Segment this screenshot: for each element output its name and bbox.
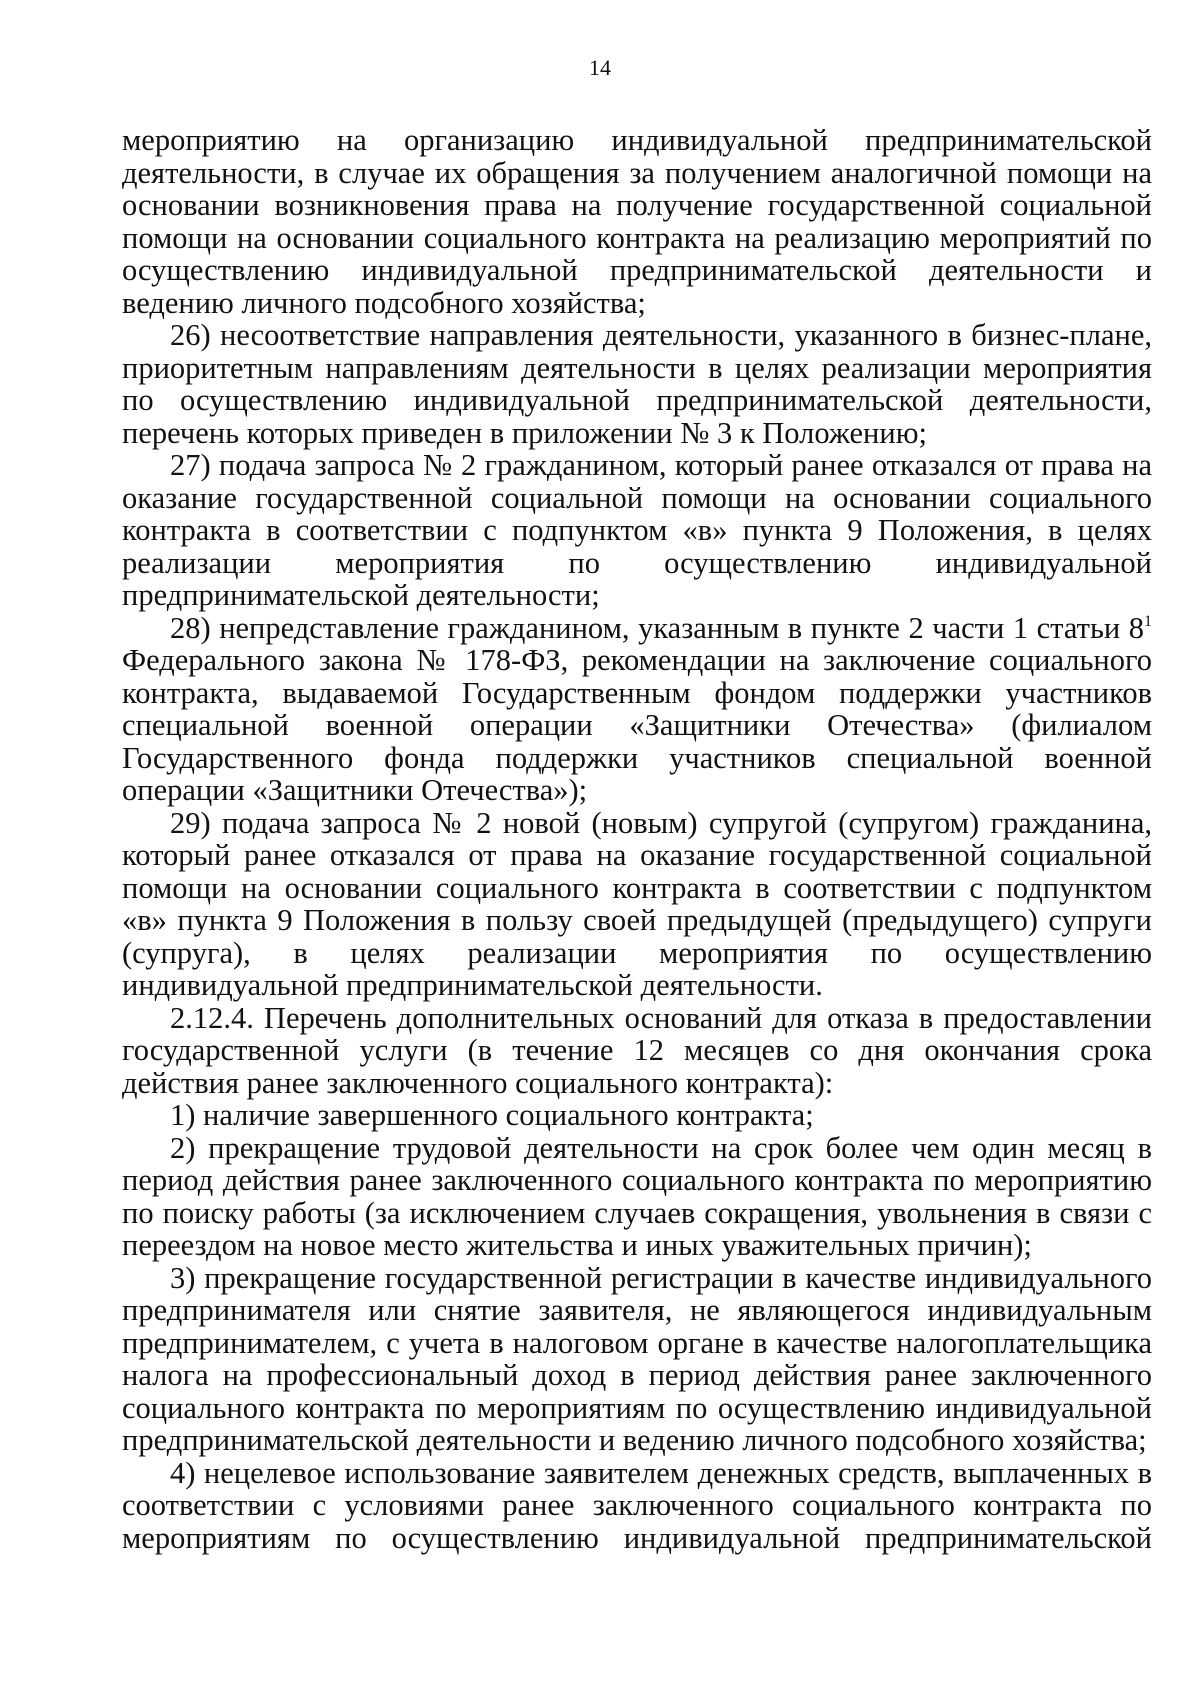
paragraph-item-27: 27) подача запроса № 2 гражданином, который ранее отказался от права на оказание государственной социальной помощи на основании социального контракта в соответствии с подпунктом «в» пункта 9 Положения, в целях реализации мероприятия по осуществлению индивидуальной предпринимательской деятельности; — [122, 448, 1152, 612]
list-item-4: 4) нецелевое использование заявителем денежных средств, выплаченных в соответствии с условиями ранее заключенного социального контракта по мероприятиям по осуществлению индивидуальной предпринимательской — [122, 1455, 1152, 1555]
paragraph-continuation: мероприятию на организацию индивидуальной предпринимательской деятельности, в случае их обращения за получением аналогичной помощи на основании возникновения права на получение государственной социальной помощи на основании социального контракта на реализацию мероприятий по осуществлению индивидуальной предпринимательской деятельности и ведению личного подсобного хозяйства; — [122, 123, 1152, 320]
section-2-12-4: 2.12.4. Перечень дополнительных оснований для отказа в предоставлении государственной услуги (в течение 12 месяцев со дня окончания срока действия ранее заключенного социального контракта): — [122, 1000, 1152, 1100]
paragraph-item-28-text-after: Федерального закона № 178-ФЗ, рекомендации на заключение социального контракта, выдаваемой Государственным фондом поддержки участников специальной военной операции «Защитники Отечества» (филиалом Государственного фонда поддержки участников специальной военной операции «Защитники Отечества»); — [122, 643, 1152, 807]
page-number: 14 — [589, 55, 611, 80]
article-superscript: 1 — [1144, 612, 1152, 630]
paragraph-item-28 — [122, 612, 1152, 807]
list-item-1: 1) наличие завершенного социального контракта; — [170, 1098, 814, 1132]
paragraph-item-28-text-before: 28) непредставление гражданином, указанным в пункте 2 части 1 статьи 8 — [170, 610, 1144, 645]
paragraph-item-26: 26) несоответствие направления деятельности, указанного в бизнес-плане, приоритетным направлениям деятельности в целях реализации мероприятия по осуществлению индивидуальной предпринимательской деятельности, перечень которых приведен в приложении № 3 к Положению; — [122, 318, 1152, 450]
list-item-2: 2) прекращение трудовой деятельности на срок более чем один месяц в период действия ранее заключенного социального контракта по мероприятию по поиску работы (за исключением случаев сокращения, увольнения в связи с переездом на новое место жительства и иных уважительных причин); — [122, 1130, 1152, 1262]
document-body — [122, 124, 1152, 1554]
paragraph-item-29: 29) подача запроса № 2 новой (новым) супругой (супругом) гражданина, который ранее отказался от права на оказание государственной социальной помощи на основании социального контракта в соответствии с подпунктом «в» пункта 9 Положения в пользу своей предыдущей (предыдущего) супруги (супруга), в целях реализации мероприятия по осуществлению индивидуальной предпринимательской деятельности. — [122, 805, 1152, 1002]
list-item-3: 3) прекращение государственной регистрации в качестве индивидуального предпринимателя или снятие заявителя, не являющегося индивидуальным предпринимателем, с учета в налоговом органе в качестве налогоплательщика налога на профессиональный доход в период действия ранее заключенного социального контракта по мероприятиям по осуществлению индивидуальной предпринимательской деятельности и ведению личного подсобного хозяйства; — [122, 1260, 1152, 1457]
